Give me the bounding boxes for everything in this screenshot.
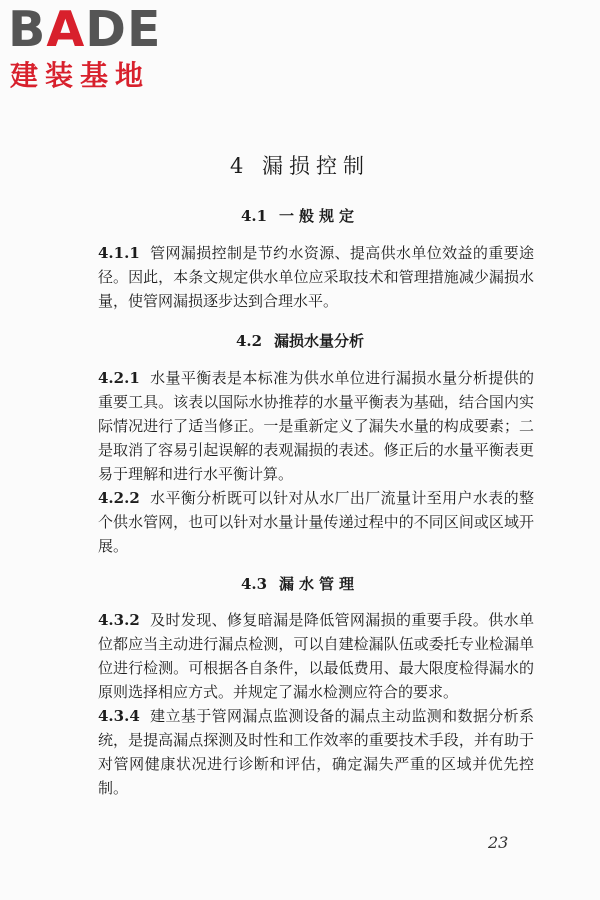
chapter-title: 4 漏损控制 — [229, 154, 371, 178]
section-title-4-1: 4.1 一般规定 — [240, 207, 360, 225]
paragraph-4-3-2: 4.3.2 及时发现、修复暗漏是降低管网漏损的重要手段。供水单位都应当主动进行漏点检测，可以自建检漏队伍或委托专业检漏单位进行检测。可根据各自条件，以最低费用、最大限度检得漏水的原则选择相应方式。并规定了漏水检测应符合的要求。 — [98, 611, 534, 701]
paragraph-4-3-4: 4.3.4 建立基于管网漏点监测设备的漏点主动监测和数据分析系统，是提高漏点探测及时性和工作效率的重要技术手段，并有助于对管网健康状况进行诊断和评估，确定漏失严重的区域并优先控制。 — [98, 707, 534, 797]
bade-logo — [8, 1, 178, 96]
paragraph-4-1-1: 4.1.1 管网漏损控制是节约水资源、提高供水单位效益的重要途径。因此，本条文规定供水单位应采取技术和管理措施减少漏损水量，使管网漏损逐步达到合理水平。 — [98, 244, 534, 310]
logo-wordmark: BADE — [8, 1, 162, 58]
paragraph-4-2-2: 4.2.2 水平衡分析既可以针对从水厂出厂流量计至用户水表的整个供水管网，也可以针对水量计量传递过程中的不同区间或区域开展。 — [98, 489, 534, 555]
page-number: 23 — [488, 833, 509, 852]
section-title-4-2: 4.2 漏损水量分析 — [235, 332, 365, 350]
paragraph-4-2-1: 4.2.1 水量平衡表是本标准为供水单位进行漏损水量分析提供的重要工具。该表以国际水协推荐的水量平衡表为基础，结合国内实际情况进行了适当修正。一是重新定义了漏失水量的构成要素；二是取消了容易引起误解的表观漏损的表述。修正后的水量平衡表更易于理解和进行水平衡计算。 — [98, 369, 534, 483]
section-title-4-3: 4.3 漏水管理 — [240, 575, 360, 593]
logo-subtitle: 建装基地 — [10, 59, 151, 92]
